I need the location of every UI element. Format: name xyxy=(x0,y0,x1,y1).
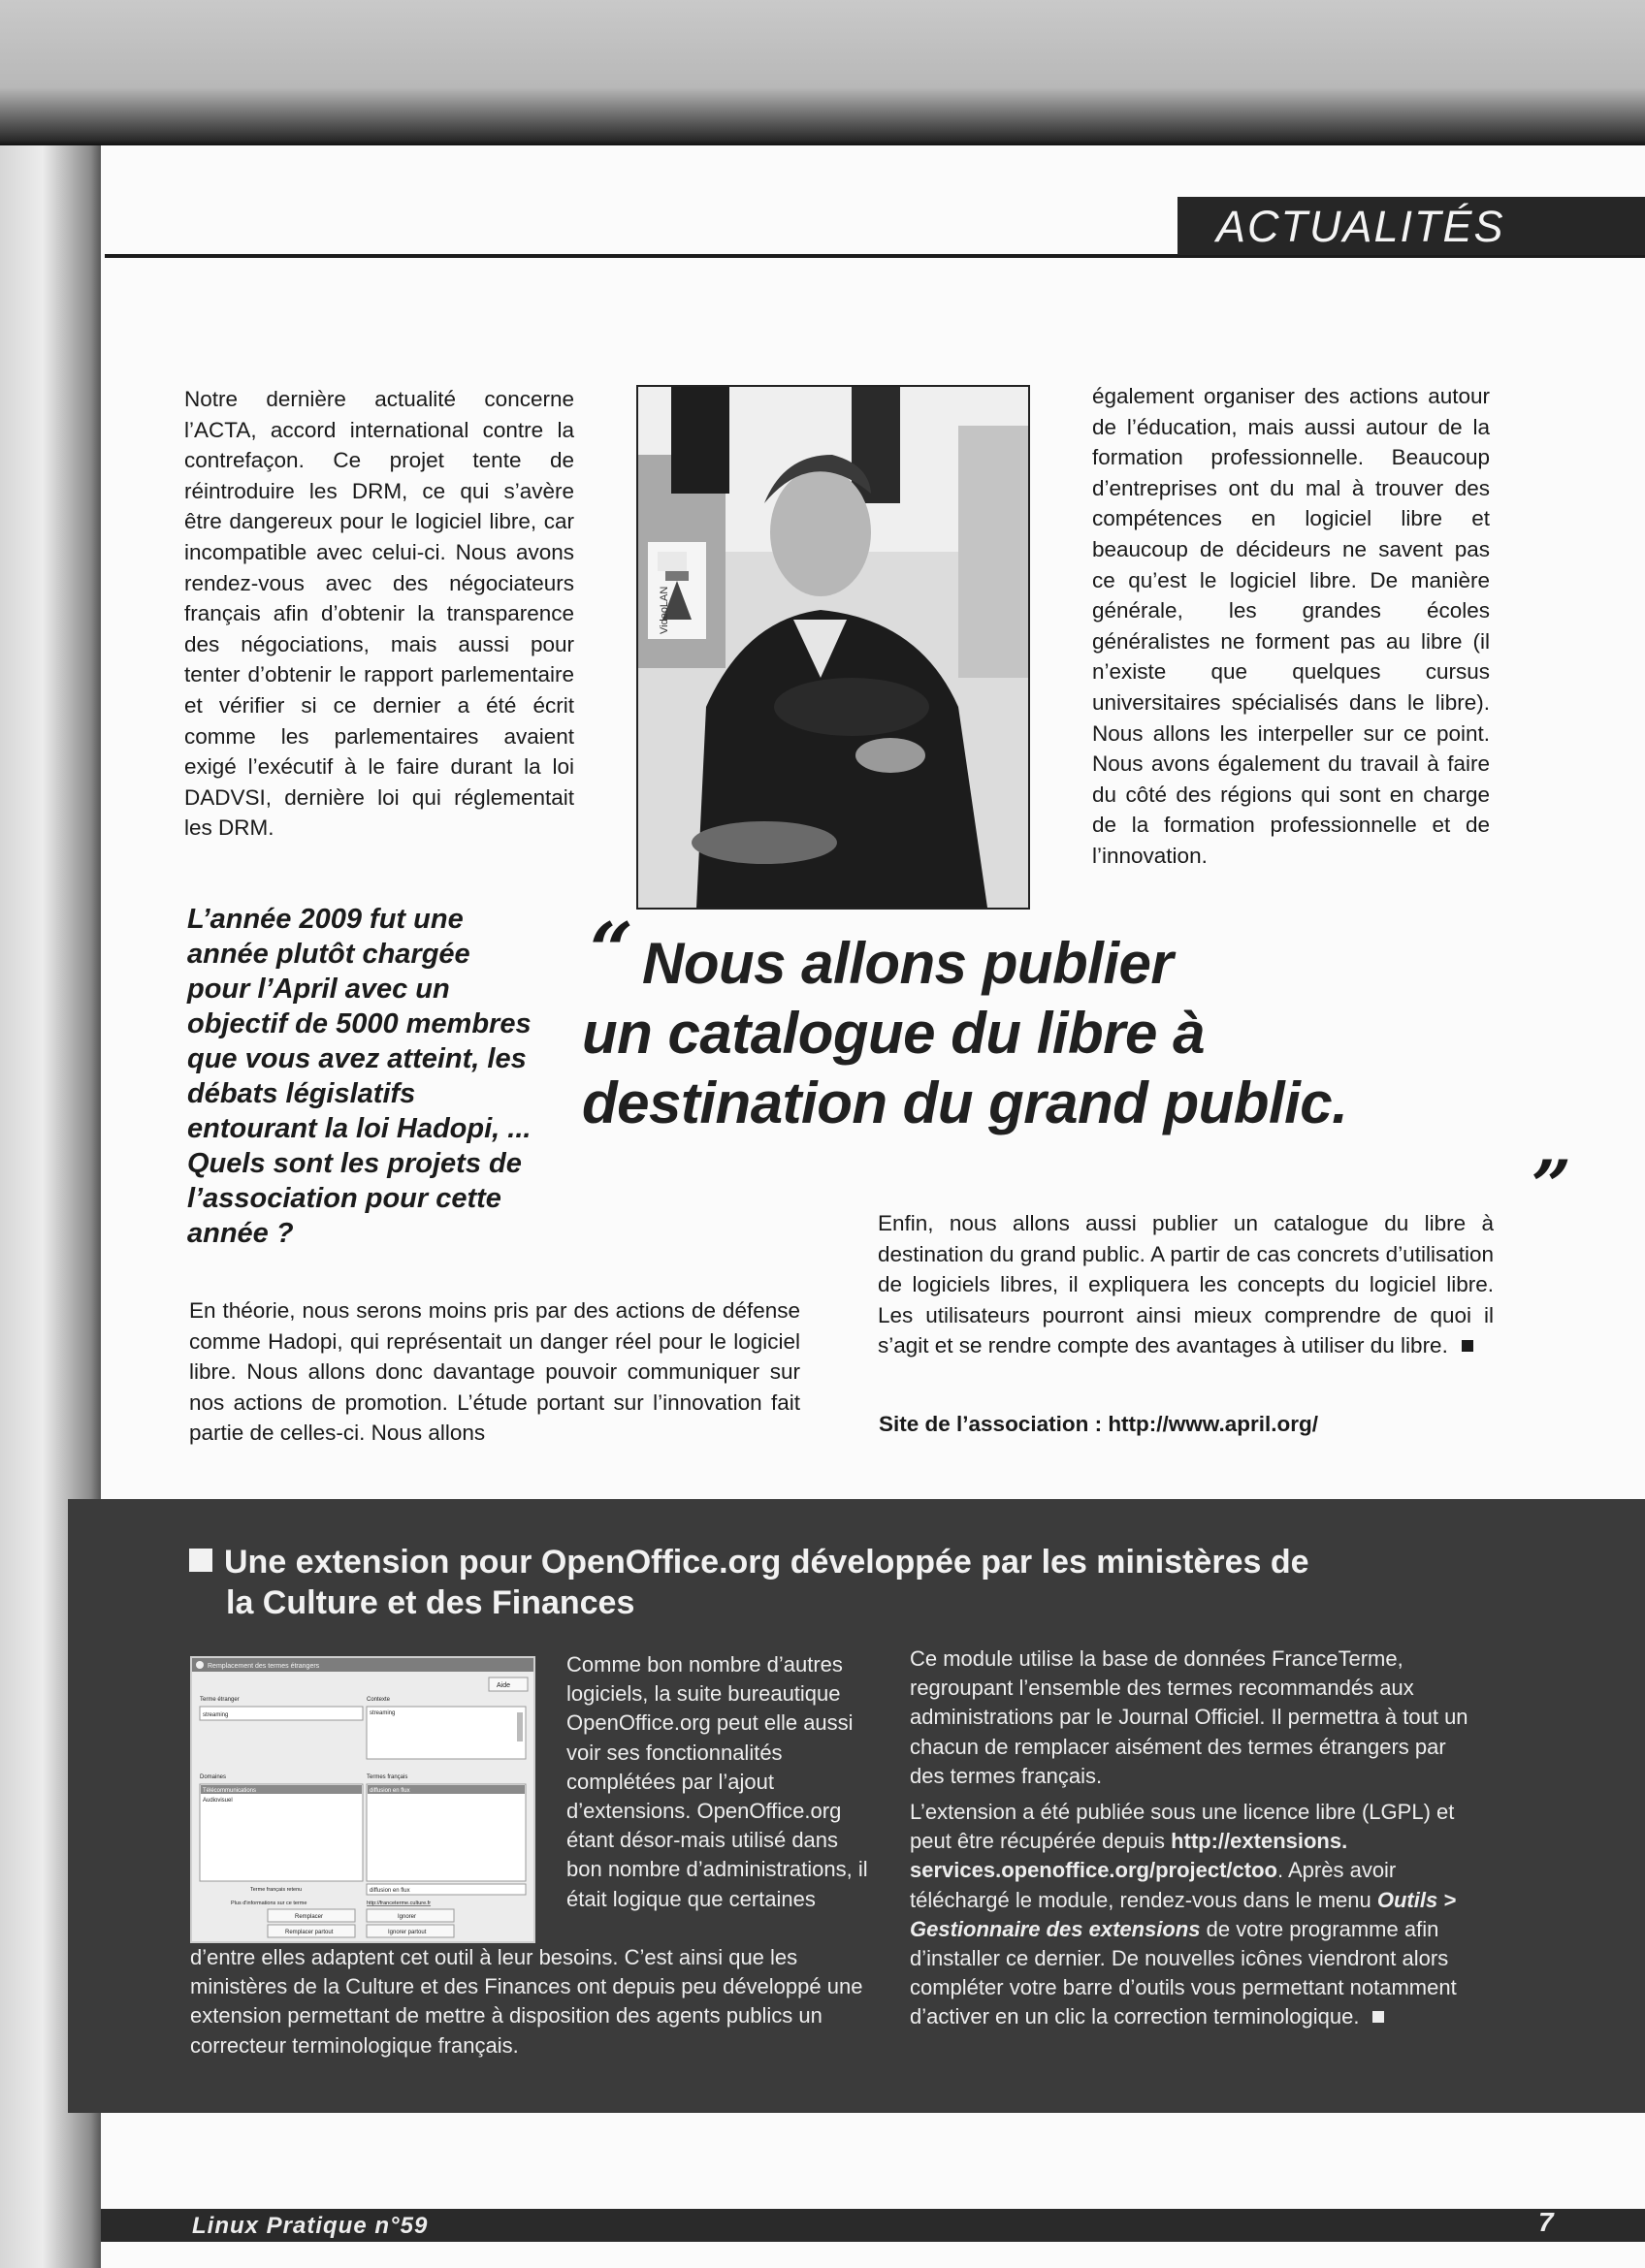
pull-quote-line-1: Nous allons publier xyxy=(642,931,1174,996)
photo-banner: VideoLAN xyxy=(659,586,670,634)
domains-label: Domaines xyxy=(200,1774,227,1780)
context-label: Contexte xyxy=(367,1697,391,1703)
dialog-title: Remplacement des termes étrangers xyxy=(208,1663,320,1670)
section-title: ACTUALITÉS xyxy=(1216,202,1505,251)
box-column-1-bottom: d’entre elles adaptent cet outil à leur besoins. C’est ainsi que les ministères de la Culture et des Finances ont depuis peu développé une extension permettant de mettre à disposition des agents publics un correcteur terminologique français. xyxy=(190,1945,863,2058)
box-column-1-top: Comme bon nombre d’autres logiciels, la suite bureautique OpenOffice.org peut elle aussi voir ses fonctionnalités complétées par l’ajout d’extensions. OpenOffice.org étant désor-mais utilisé dans bon nombre d’administrations, il était logique que certaines xyxy=(566,1652,868,1911)
french-terms-list[interactable] xyxy=(367,1784,526,1881)
box-p2-text-c: de votre programme afin d’installer ce dernier. De nouvelles icônes viendront alors compléter votre barre d’outils vous permettant notamment d’activer en un clic la correction terminologique. xyxy=(910,1916,1457,2029)
page-number: 7 xyxy=(1538,2207,1554,2237)
box-p2-text-b: . Après avoir téléchargé le module, rendez-vous dans le menu xyxy=(910,1858,1397,1912)
info-label: Plus d'informations sur ce terme xyxy=(231,1901,307,1906)
article-column-3: également organiser des actions autour de l’éducation, mais aussi autour de la formation professionnelle. Beaucoup d’entreprises ont du mal à trouver des compétences en logiciel libre et beaucoup de décideurs ne savent pas ce qu’est le logiciel libre. De manière générale, les grandes écoles généralistes ne forment pas au libre (il n’existe que quelques cursus universitaires spécialisés dans le libre). Nous allons les interpeller sur ce point. Nous avons également du travail à faire du côté des régions qui sont en charge de la formation professionnelle et de l’innovation. xyxy=(1092,384,1490,868)
footer-magazine: Linux Pratique n°59 xyxy=(192,2213,429,2239)
pull-quote xyxy=(582,929,1552,1138)
box-title-line-1: Une extension pour OpenOffice.org développée par les ministères de xyxy=(224,1544,1309,1581)
association-site: Site de l’association : http://www.april.org/ xyxy=(879,1412,1318,1436)
box-column-2-p1: Ce module utilise la base de données FranceTerme, regroupant l’ensemble des termes recommandés aux administrations par le Journal Officiel. Il permettra à tout un chacun de remplacer aisément des termes étrangers par des termes français. xyxy=(910,1646,1468,1788)
quote-open-mark: “ xyxy=(590,907,633,995)
answer-right xyxy=(878,1208,1494,1361)
title-square-icon xyxy=(189,1549,212,1572)
extension-link[interactable]: http://extensions. services.openoffice.org/project/ctoo xyxy=(910,1829,1348,1883)
box-title-line-2: la Culture et des Finances xyxy=(226,1584,635,1621)
box-title xyxy=(189,1542,1528,1623)
help-button-label: Aide xyxy=(497,1682,511,1689)
quote-close-mark: „ xyxy=(1532,1104,1573,1187)
french-term-item[interactable]: diffusion en flux xyxy=(370,1788,410,1794)
kept-term-label: Terme français retenu xyxy=(250,1887,303,1893)
context-scrollbar[interactable] xyxy=(517,1712,523,1741)
ignore-button-label: Ignorer xyxy=(398,1914,417,1920)
context-value: streaming xyxy=(370,1710,396,1716)
replace-all-button-label: Remplacer partout xyxy=(285,1930,334,1935)
person-photo-illustration xyxy=(638,387,1028,908)
info-link[interactable]: http://franceterme.culture.fr xyxy=(367,1901,432,1906)
foreign-term-label: Terme étranger xyxy=(200,1697,240,1703)
domain-item[interactable]: Télécommunications xyxy=(203,1788,257,1794)
interview-question: L’année 2009 fut une année plutôt chargée pour l’April avec un objectif de 5000 membres que vous avez atteint, les débats législatifs entourant la loi Hadopi, ... Quels sont les projets de l’association pour cette année ? xyxy=(187,904,532,1249)
answer-right-text: Enfin, nous allons aussi publier un catalogue du libre à destination du grand public. A partir de cas concrets d’utilisation de logiciels libres, il expliquera les concepts du logiciel libre. Les utilisateurs pourront ainsi mieux comprendre de quoi il s’agit et se rendre compte des avantages à utiliser du libre. xyxy=(878,1211,1494,1358)
extension-dialog xyxy=(192,1658,533,1941)
foreign-term-value: streaming xyxy=(203,1712,229,1718)
kept-term-value: diffusion en flux xyxy=(370,1888,410,1894)
extension-screenshot xyxy=(190,1656,535,1943)
box-p2-text-a: L’extension a été publiée sous une licence libre (LGPL) et peut être récupérée depuis xyxy=(910,1800,1455,1854)
answer-left: En théorie, nous serons moins pris par des actions de défense comme Hadopi, qui représentait un danger réel pour le logiciel libre. Nous allons donc davantage pouvoir communiquer sur nos actions de promotion. L’étude portant sur l’innovation fait partie de celles-ci. Nous allons xyxy=(189,1298,800,1446)
scan-top-shadow xyxy=(0,0,1645,145)
box-column-2-p2 xyxy=(910,1798,1472,2032)
menu-path: Outils > Gestionnaire des extensions xyxy=(910,1887,1457,1941)
replace-button-label: Remplacer xyxy=(295,1914,324,1920)
box-end-square-icon xyxy=(1372,2011,1384,2023)
interview-photo xyxy=(636,385,1030,910)
pull-quote-line-2: un catalogue du libre à xyxy=(582,1001,1205,1066)
end-square-icon xyxy=(1462,1340,1473,1352)
pull-quote-line-3: destination du grand public. xyxy=(582,1070,1348,1135)
article-column-1: Notre dernière actualité concerne l’ACTA, accord international contre la contrefaçon. Ce projet tente de réintroduire les DRM, ce qui s’avère être dangereux pour le logiciel libre, car incompatible avec celui-ci. Nous avons rendez-vous avec des négociateurs français afin d’obtenir la transparence des négociations, mais aussi pour tenter d’obtenir le rapport parlementaire et vérifier si ce dernier a été écrit comme les parlementaires avaient exigé l’exécutif à le faire durant la loi DADVSI, dernière loi qui réglementait les DRM. xyxy=(184,387,574,841)
ignore-all-button-label: Ignorer partout xyxy=(388,1930,427,1935)
domain-item[interactable]: Audiovisuel xyxy=(203,1798,233,1804)
french-terms-label: Termes français xyxy=(367,1774,408,1780)
